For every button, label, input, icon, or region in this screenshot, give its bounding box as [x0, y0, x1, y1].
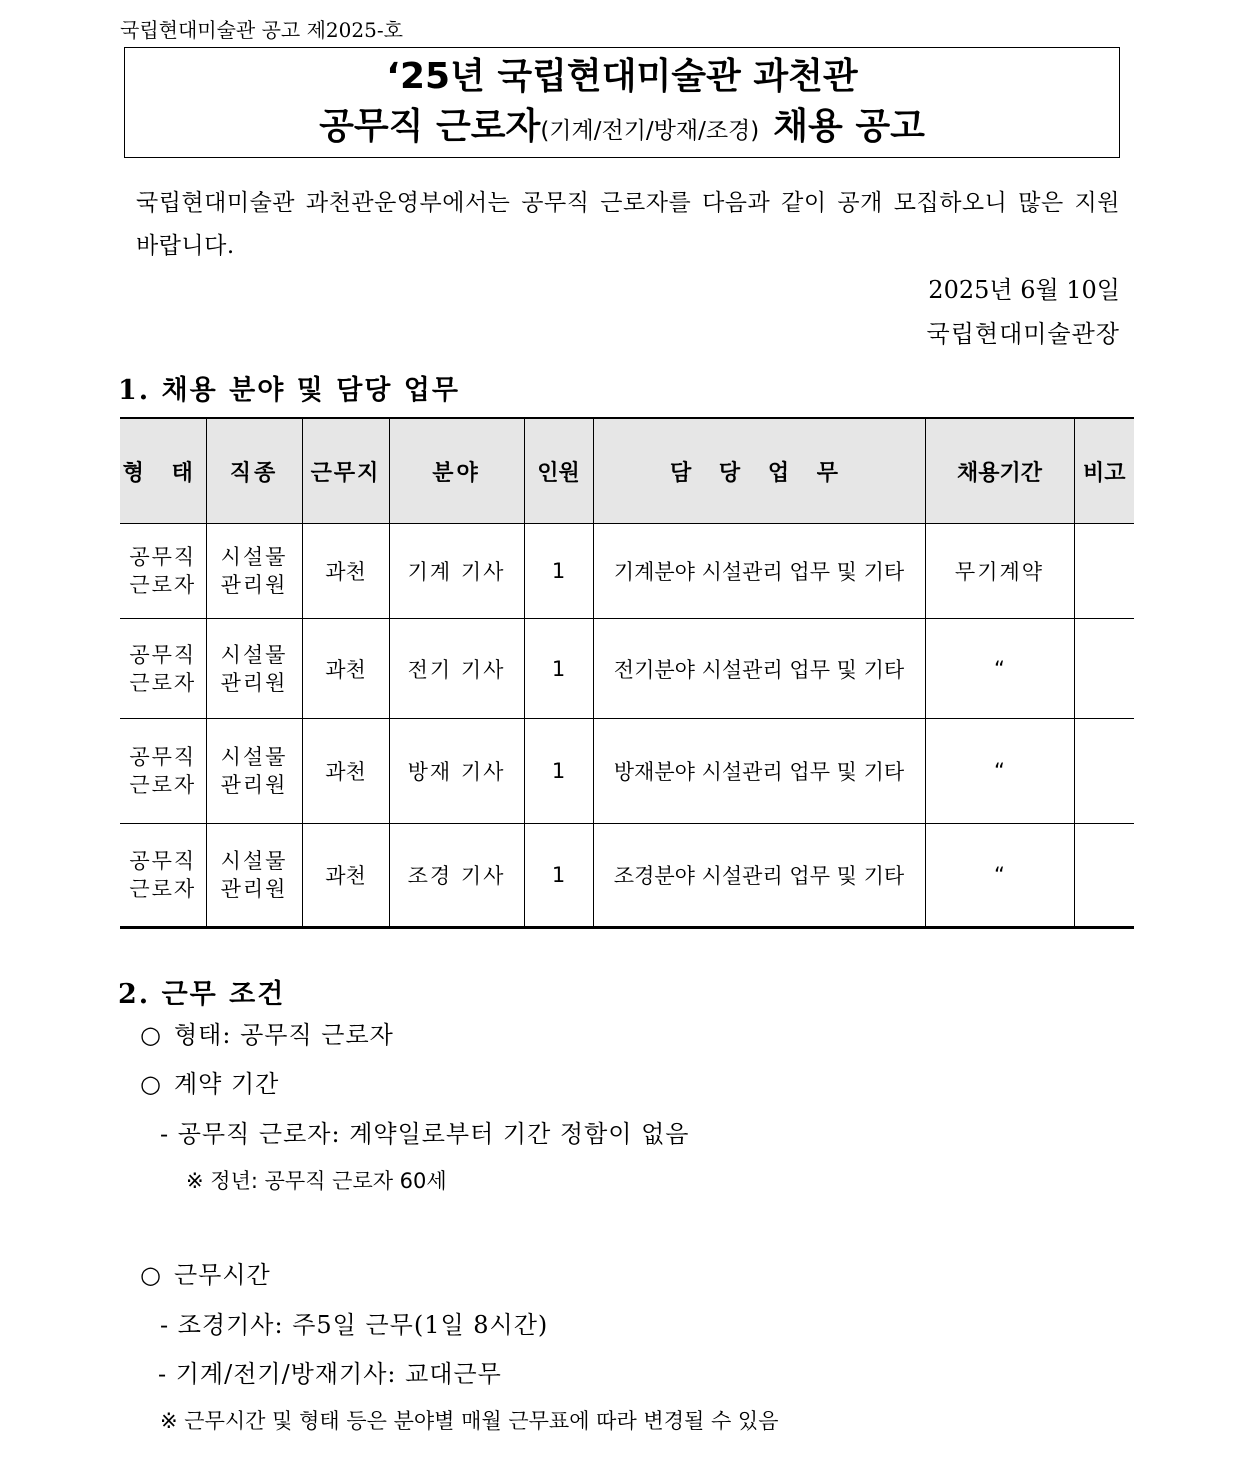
note-icon: ※	[186, 1169, 204, 1193]
dash-icon: -	[158, 1360, 168, 1388]
title-main: 공무직 근로자	[319, 106, 541, 147]
cell-duty: 방재분야 시설관리 업무 및 기타	[593, 719, 925, 824]
bullet-hours: ○ 근무시간	[140, 1261, 271, 1289]
cell-field: 조경 기사	[389, 824, 524, 928]
cell-note	[1074, 524, 1134, 619]
cell-count: 1	[524, 619, 593, 719]
notice-date: 2025년 6월 10일	[928, 276, 1120, 304]
cell-place: 과천	[302, 619, 389, 719]
dash-icon: -	[160, 1120, 170, 1148]
cell-type: 공무직 근로자	[120, 719, 206, 824]
cell-count: 1	[524, 719, 593, 824]
column-header: 비고	[1074, 418, 1134, 524]
table-row	[120, 524, 1134, 619]
bullet-icon: ○	[140, 1261, 162, 1289]
title-end: 채용 공고	[773, 106, 925, 147]
cell-field: 전기 기사	[389, 619, 524, 719]
cell-period: 무기계약	[925, 524, 1074, 619]
notice-number: 국립현대미술관 공고 제2025-호	[120, 18, 403, 42]
title-line-2	[125, 104, 1119, 154]
cell-job: 시설물 관리원	[206, 524, 302, 619]
table-header-row	[120, 418, 1134, 524]
column-header: 채용기간	[925, 418, 1074, 524]
cell-place: 과천	[302, 524, 389, 619]
column-header: 직종	[206, 418, 302, 524]
cell-duty: 기계분야 시설관리 업무 및 기타	[593, 524, 925, 619]
cell-type: 공무직 근로자	[120, 619, 206, 719]
cell-place: 과천	[302, 719, 389, 824]
cell-job: 시설물 관리원	[206, 719, 302, 824]
cell-period: “	[925, 719, 1074, 824]
note-icon: ※	[160, 1409, 178, 1433]
cell-note	[1074, 619, 1134, 719]
hours-others: - 기계/전기/방재기사: 교대근무	[158, 1360, 502, 1388]
table-row	[120, 824, 1134, 928]
hours-landscape: - 조경기사: 주5일 근무(1일 8시간)	[160, 1311, 549, 1339]
cell-note	[1074, 824, 1134, 928]
bullet-icon: ○	[140, 1070, 162, 1098]
section-2-heading: 2. 근무 조건	[118, 979, 286, 1010]
cell-job: 시설물 관리원	[206, 824, 302, 928]
bullet-icon: ○	[140, 1021, 162, 1049]
section-1-heading: 1. 채용 분야 및 담당 업무	[118, 375, 460, 406]
title-subfields: (기계/전기/방재/조경)	[540, 118, 760, 144]
table-row	[120, 619, 1134, 719]
table-row	[120, 719, 1134, 824]
cell-duty: 전기분야 시설관리 업무 및 기타	[593, 619, 925, 719]
column-header: 담 당 업 무	[593, 418, 925, 524]
cell-period: “	[925, 619, 1074, 719]
title-box	[124, 47, 1120, 158]
cell-duty: 조경분야 시설관리 업무 및 기타	[593, 824, 925, 928]
hours-note: ※ 근무시간 및 형태 등은 분야별 매월 근무표에 따라 변경될 수 있음	[160, 1409, 779, 1433]
cell-type: 공무직 근로자	[120, 524, 206, 619]
title-line-1: ‘25년 국립현대미술관 과천관	[386, 56, 858, 97]
column-header: 형 태	[120, 418, 206, 524]
dash-icon: -	[160, 1311, 170, 1339]
cell-period: “	[925, 824, 1074, 928]
cell-note	[1074, 719, 1134, 824]
cell-count: 1	[524, 524, 593, 619]
cell-count: 1	[524, 824, 593, 928]
column-header: 근무지	[302, 418, 389, 524]
cell-job: 시설물 관리원	[206, 619, 302, 719]
contract-note: ※ 정년: 공무직 근로자 60세	[186, 1169, 447, 1193]
intro-paragraph: 국립현대미술관 과천관운영부에서는 공무직 근로자를 다음과 같이 공개 모집하오니 많은 지원 바랍니다.	[136, 190, 1120, 259]
recruitment-table	[120, 417, 1134, 929]
cell-field: 방재 기사	[389, 719, 524, 824]
column-header: 분야	[389, 418, 524, 524]
bullet-type: ○ 형태: 공무직 근로자	[140, 1021, 394, 1049]
bullet-contract: ○ 계약 기간	[140, 1070, 280, 1098]
cell-type: 공무직 근로자	[120, 824, 206, 928]
cell-field: 기계 기사	[389, 524, 524, 619]
contract-detail: - 공무직 근로자: 계약일로부터 기간 정함이 없음	[160, 1120, 690, 1148]
cell-place: 과천	[302, 824, 389, 928]
issuer: 국립현대미술관장	[926, 320, 1120, 348]
column-header: 인원	[524, 418, 593, 524]
